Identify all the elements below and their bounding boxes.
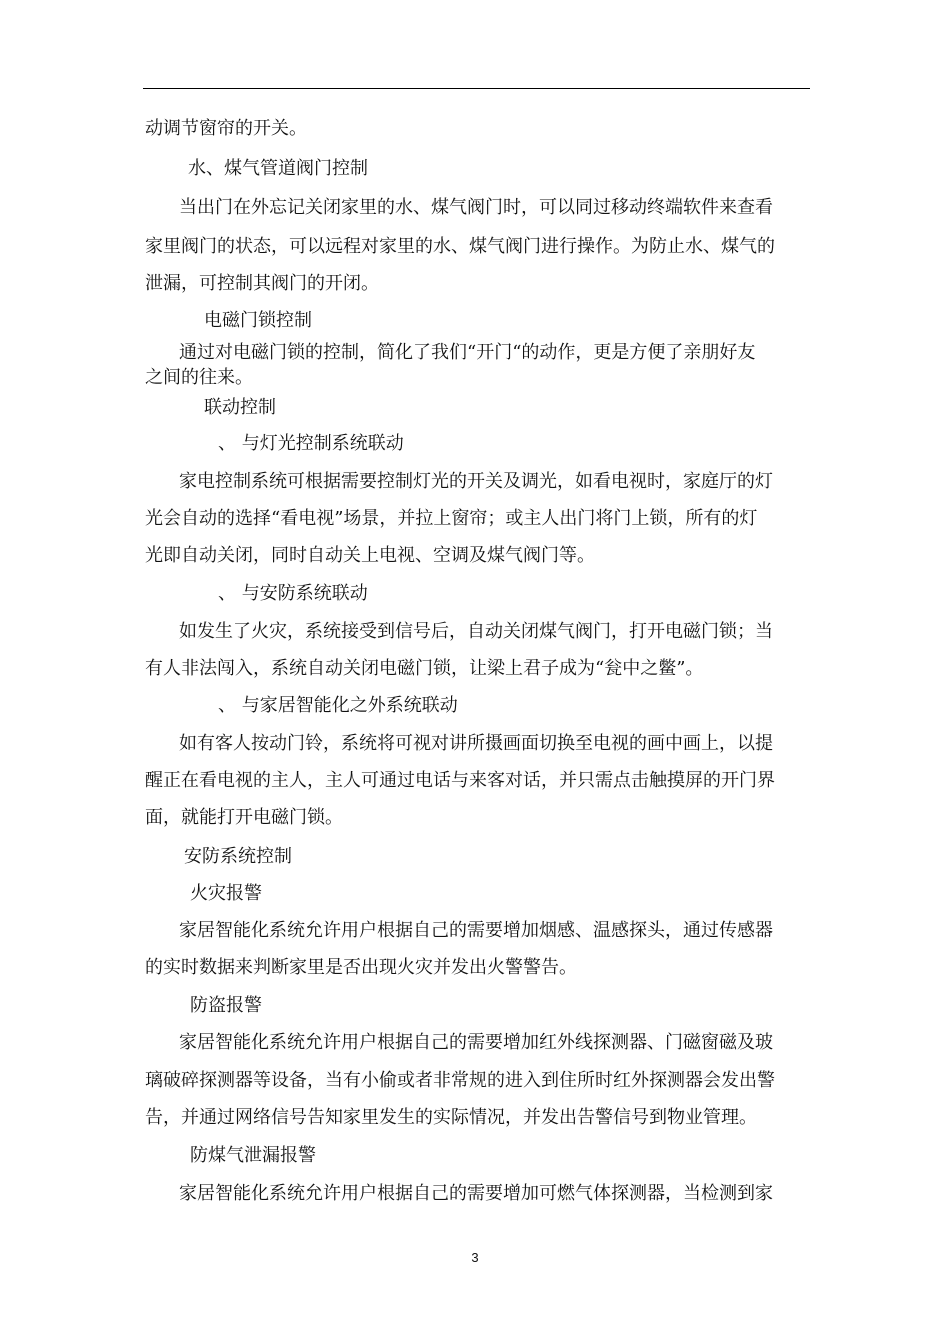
header-rule	[143, 88, 810, 89]
section-heading: 水、煤气管道阀门控制	[188, 158, 368, 179]
page-number: 3	[471, 1250, 479, 1265]
section-heading: 火灾报警	[190, 883, 262, 904]
text-line: 璃破碎探测器等设备，当有小偷或者非常规的进入到住所时红外探测器会发出警	[145, 1070, 775, 1091]
text-line: 当出门在外忘记关闭家里的水、煤气阀门时，可以同过移动终端软件来查看	[179, 197, 773, 218]
text-line: 之间的往来。	[145, 367, 253, 388]
section-heading: 防盗报警	[190, 995, 262, 1016]
section-heading: 、 与家居智能化之外系统联动	[218, 695, 458, 716]
text-line: 告，并通过网络信号告知家里发生的实际情况，并发出告警信号到物业管理。	[145, 1107, 757, 1128]
text-line: 光即自动关闭，同时自动关上电视、空调及煤气阀门等。	[145, 545, 595, 566]
text-line: 家里阀门的状态，可以远程对家里的水、煤气阀门进行操作。为防止水、煤气的	[145, 236, 775, 257]
section-heading: 电磁门锁控制	[204, 310, 312, 331]
text-line: 如发生了火灾，系统接受到信号后，自动关闭煤气阀门，打开电磁门锁；当	[179, 621, 773, 642]
text-line: 如有客人按动门铃，系统将可视对讲所摄画面切换至电视的画中画上，以提	[179, 733, 773, 754]
text-line: 动调节窗帘的开关。	[145, 118, 307, 139]
section-heading: 、 与安防系统联动	[218, 583, 368, 604]
text-line: 面，就能打开电磁门锁。	[145, 807, 343, 828]
text-line: 光会自动的选择“看电视”场景，并拉上窗帘；或主人出门将门上锁，所有的灯	[145, 508, 758, 529]
section-heading: 、 与灯光控制系统联动	[218, 433, 404, 454]
text-line: 醒正在看电视的主人，主人可通过电话与来客对话，并只需点击触摸屏的开门界	[145, 770, 775, 791]
section-heading: 安防系统控制	[184, 846, 292, 867]
section-heading: 联动控制	[204, 397, 276, 418]
text-line: 通过对电磁门锁的控制，简化了我们“开门“的动作，更是方便了亲朋好友	[179, 342, 756, 363]
text-line: 泄漏，可控制其阀门的开闭。	[145, 273, 379, 294]
text-line: 的实时数据来判断家里是否出现火灾并发出火警警告。	[145, 957, 577, 978]
text-line: 家居智能化系统允许用户根据自己的需要增加烟感、温感探头，通过传感器	[179, 920, 773, 941]
section-heading: 防煤气泄漏报警	[190, 1145, 316, 1166]
text-line: 有人非法闯入，系统自动关闭电磁门锁，让梁上君子成为“瓮中之鳖”。	[145, 658, 704, 679]
text-line: 家居智能化系统允许用户根据自己的需要增加可燃气体探测器，当检测到家	[179, 1183, 773, 1204]
text-line: 家电控制系统可根据需要控制灯光的开关及调光，如看电视时，家庭厅的灯	[179, 471, 773, 492]
text-line: 家居智能化系统允许用户根据自己的需要增加红外线探测器、门磁窗磁及玻	[179, 1032, 773, 1053]
